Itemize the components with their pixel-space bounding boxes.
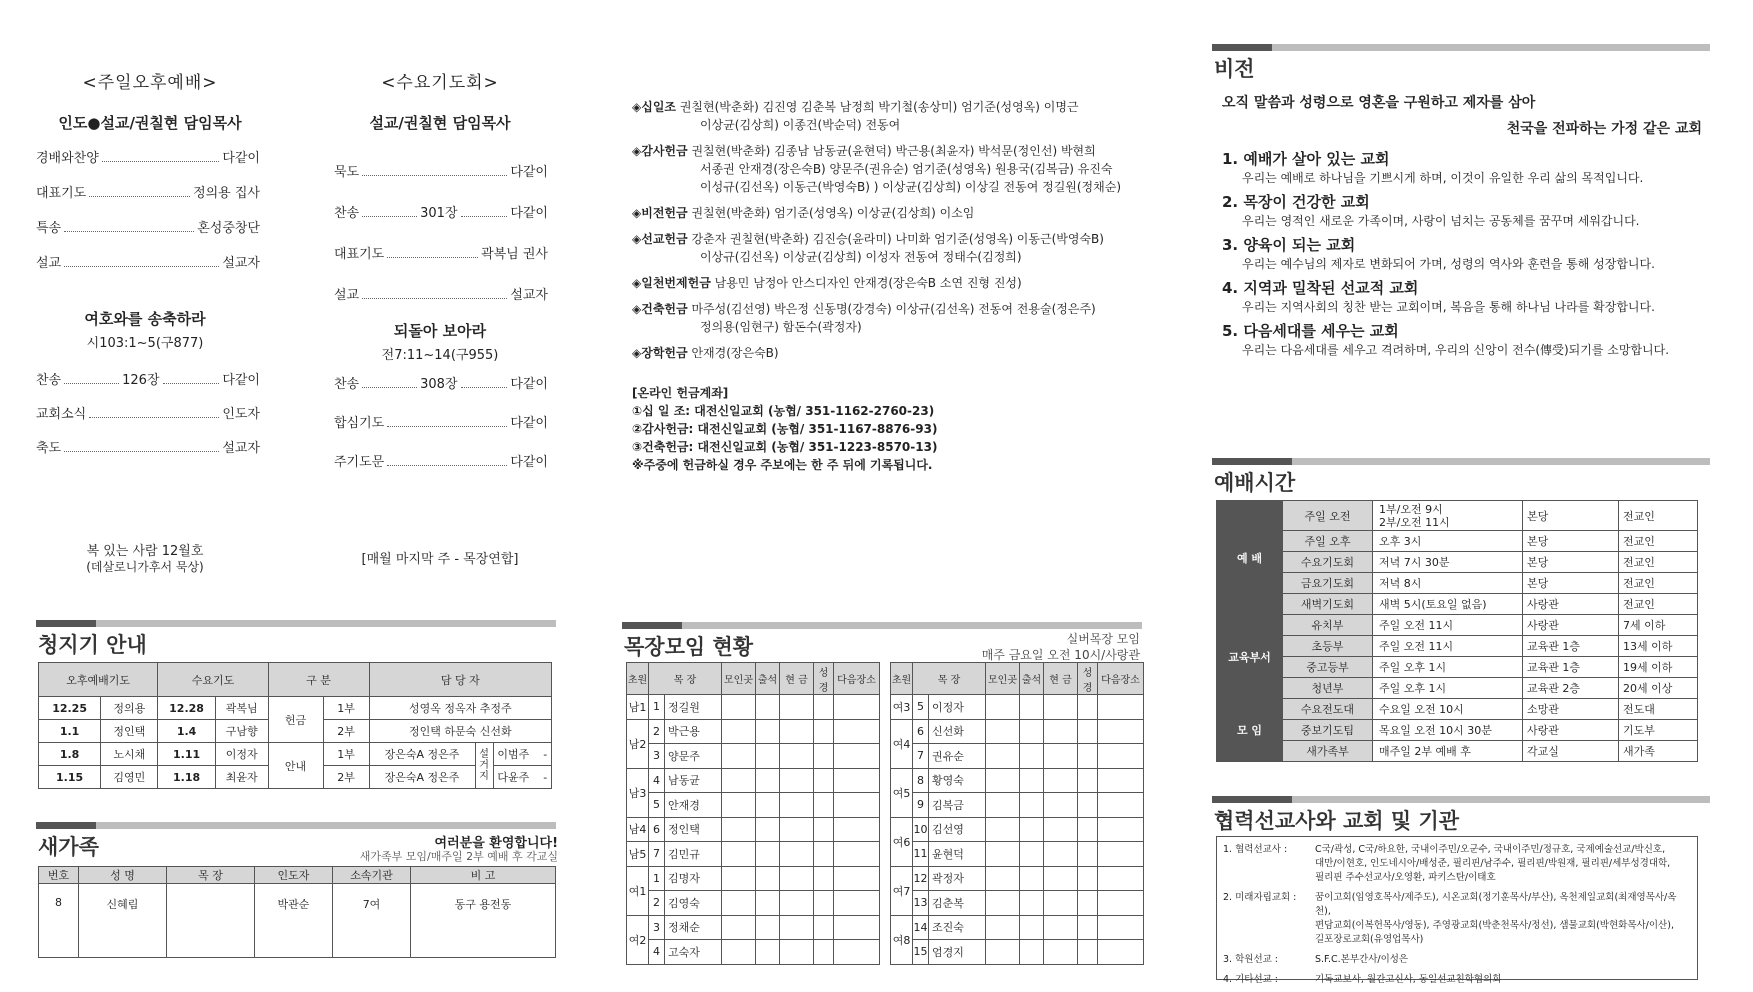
order-label: 찬송	[334, 377, 360, 392]
steward-table	[38, 662, 552, 789]
offering-names: 안재경(장은숙B)	[691, 346, 779, 360]
times-group: 교육부서	[1217, 615, 1283, 699]
order-label: 주기도문	[334, 455, 385, 470]
offering-label: ◈감사헌금	[632, 144, 688, 158]
dishwash-label: 설거지	[475, 743, 493, 789]
mission-label: 3. 학원선교 :	[1223, 954, 1279, 965]
times-who: 20세 이상	[1619, 678, 1698, 699]
sunday-pm-sermon-ref: 시103:1~5(구877)	[86, 336, 204, 351]
table-row	[1217, 720, 1698, 741]
table-row	[1217, 699, 1698, 720]
vision-item-desc: 우리는 예배로 하나님을 기쁘시게 하며, 이것이 유일한 우리 삶의 목적입니다.	[1242, 171, 1644, 185]
mokjang-note-1: 실버목장 모임	[1066, 632, 1140, 646]
times-when: 저녁 7시 30분	[1373, 552, 1523, 573]
times-who: 기도부	[1619, 720, 1698, 741]
mission-line: 기독교보사, 월간고신사, 동일선교친학협의회	[1315, 974, 1502, 985]
table-row: 남1 1 정길원	[627, 695, 880, 720]
vision-line-1: 오직 말씀과 성령으로 영혼을 구원하고 제자를 삼아	[1222, 95, 1536, 111]
mokjang-col: 현 금	[780, 663, 814, 695]
wednesday-order-2	[334, 374, 548, 491]
newfamily-title: 새가족	[38, 835, 99, 859]
times-name: 새가족부	[1283, 741, 1373, 762]
vision-item-heading: 5. 다음세대를 세우는 교회	[1222, 322, 1399, 340]
mokjang-group: 여8	[891, 915, 913, 964]
vision-item-desc: 우리는 다음세대를 세우고 격려하며, 우리의 신앙이 전수(傳受)되기를 소망합니다.	[1242, 343, 1670, 357]
table-row: 7 권유순	[891, 744, 1144, 769]
order-row	[334, 244, 548, 262]
table-row	[1217, 678, 1698, 699]
order-row	[36, 438, 260, 456]
mokjang-col: 다음장소	[834, 663, 880, 695]
times-place: 본당	[1523, 573, 1619, 594]
times-group: 예 배	[1217, 501, 1283, 615]
steward-col-wed: 수요기도	[158, 663, 268, 697]
order-row	[36, 183, 260, 201]
offering-block	[632, 230, 1152, 266]
offering-names: 남용민 남정아 안스디자인 안재경(장은숙B 소연 진형 진성)	[714, 276, 1022, 290]
times-who: 전교인	[1619, 594, 1698, 615]
mokjang-col: 다음장소	[1098, 663, 1144, 695]
times-header	[1212, 458, 1710, 498]
offering-label: ◈장학헌금	[632, 346, 688, 360]
table-row	[1217, 657, 1698, 678]
mission-label: 1. 협력선교사 :	[1223, 844, 1288, 855]
times-place: 사랑관	[1523, 720, 1619, 741]
newfamily-table: 번호 성 명 목 장 인도자 소속기관 비 고 8 신혜림 박관순 7여 동구 용전동	[38, 866, 556, 958]
mokjang-table-left	[626, 662, 880, 965]
mission-line: S.F.C.본부간사/이성은	[1315, 954, 1409, 965]
times-who: 전도대	[1619, 699, 1698, 720]
mission-line: 대만/이현호, 인도네시아/배성준, 필리핀/남주수, 필리핀/박원재, 필리핀/세부성경대학,	[1315, 858, 1671, 869]
times-name: 초등부	[1283, 636, 1373, 657]
table-row: 11 윤현덕	[891, 842, 1144, 867]
times-name: 유치부	[1283, 615, 1373, 636]
vision-line-2: 천국을 전파하는 가정 같은 교회	[1506, 121, 1702, 137]
mokjang-leader: 엄경지	[929, 940, 986, 965]
sunday-pm-sermon-title: 여호와를 송축하라	[84, 310, 206, 328]
mokjang-leader: 황영숙	[929, 768, 986, 793]
vision-item-heading: 3. 양육이 되는 교회	[1222, 236, 1356, 254]
times-place: 본당	[1523, 531, 1619, 552]
mission-line: C국/곽성, C국/하요한, 국내이주민/오군수, 국내이주민/정규호, 국제예술선교/박신호,	[1315, 844, 1666, 855]
table-row: 여7 12 곽정자	[891, 866, 1144, 891]
table-row: 여6 10 김선영	[891, 817, 1144, 842]
mokjang-leader: 곽정자	[929, 866, 986, 891]
mokjang-col: 성경	[1078, 663, 1098, 695]
order-value: 혼성중창단	[197, 221, 260, 236]
missions-header	[1212, 796, 1710, 836]
times-when: 오후 3시	[1373, 531, 1523, 552]
table-row: 1.8 노시채 1.11 이정자 안내 1부 장은숙A 정은주 설거지 이범주 -	[39, 743, 552, 766]
mokjang-leader: 김춘복	[929, 891, 986, 916]
order-row	[334, 203, 548, 221]
order-label: 설교	[334, 288, 360, 303]
table-row	[1217, 531, 1698, 552]
mokjang-col: 초원	[627, 663, 649, 695]
times-when: 목요일 오전 10시 30분	[1373, 720, 1523, 741]
table-row: 1.15 김영민 1.18 최윤자 2부 장은숙A 정은주 다윤주 -	[39, 766, 552, 789]
table-row: 남4 6 정인택	[627, 817, 880, 842]
times-place: 소망관	[1523, 699, 1619, 720]
times-name: 주일 오전	[1283, 501, 1373, 531]
table-row: 4 고숙자	[627, 940, 880, 965]
mokjang-leader: 정채순	[665, 915, 722, 940]
order-row	[36, 370, 260, 388]
wednesday-title: <수요기도회>	[381, 73, 499, 93]
offering-block	[632, 204, 1152, 222]
times-when: 매주일 2부 예배 후	[1373, 741, 1523, 762]
table-row: 8 신혜림 박관순 7여 동구 용전동	[39, 884, 556, 958]
table-row: 3 양문주	[627, 744, 880, 769]
vision-items	[1222, 148, 1702, 363]
times-who: 새가족	[1619, 741, 1698, 762]
order-value: 다같이	[510, 206, 548, 221]
mokjang-leader: 권유순	[929, 744, 986, 769]
order-value: 다같이	[222, 151, 260, 166]
table-row: 여1 1 김명자	[627, 866, 880, 891]
mission-item	[1223, 843, 1691, 885]
mokjang-col: 초원	[891, 663, 913, 695]
missions-box	[1216, 836, 1698, 985]
offering-names: 이상균(김상희) 이종건(박순덕) 전동여	[700, 118, 901, 132]
vision-item-desc: 우리는 영적인 새로운 가족이며, 사랑이 넘치는 공동체를 꿈꾸며 세워갑니다.	[1242, 214, 1640, 228]
mokjang-note-2: 매주 금요일 오전 10시/사랑관	[981, 648, 1140, 662]
sunday-pm-footer-2: (데살로니가후서 묵상)	[86, 560, 204, 574]
mission-line: 편담교회(이복헌목사/영동), 주영광교회(박춘천목사/정선), 샘물교회(박현화목사/이산),	[1315, 920, 1674, 931]
missions-title: 협력선교사와 교회 및 기관	[1214, 809, 1460, 833]
order-label: 찬송	[334, 206, 360, 221]
newfamily-meeting: 새가족부 모임/매주일 2부 예배 후 각교실	[359, 850, 558, 863]
vision-item-heading: 1. 예배가 살아 있는 교회	[1222, 150, 1390, 168]
mokjang-table-right	[890, 662, 1144, 965]
steward-title: 청지기 안내	[38, 633, 147, 657]
mission-line: 길포장로교회(유영업목사)	[1315, 934, 1424, 945]
order-label: 교회소식	[36, 407, 87, 422]
table-row: 여3 5 이정자	[891, 695, 1144, 720]
order-value: 곽복님 권사	[481, 247, 548, 262]
vision-item	[1222, 277, 1702, 316]
order-value: 설교자	[222, 441, 260, 456]
table-row: 여8 14 조진숙	[891, 915, 1144, 940]
order-value: 다같이	[510, 416, 548, 431]
mokjang-col: 모인곳	[722, 663, 756, 695]
times-who: 전교인	[1619, 552, 1698, 573]
mokjang-leader: 김복금	[929, 793, 986, 818]
offering-label: ◈십일조	[632, 100, 677, 114]
order-label: 찬송	[36, 373, 62, 388]
sunday-pm-order	[36, 148, 260, 288]
vision-header	[1212, 44, 1710, 84]
steward-col-pm: 오후예배기도	[39, 663, 158, 697]
wednesday-footer: [매월 마지막 주 - 목장연합]	[361, 552, 519, 567]
mokjang-group: 여6	[891, 817, 913, 866]
table-row: 15 엄경지	[891, 940, 1144, 965]
wednesday-subtitle: 설교/권칠현 담임목사	[369, 114, 511, 132]
mission-item	[1223, 891, 1691, 947]
steward-col-type: 구 분	[268, 663, 369, 697]
table-row	[1217, 552, 1698, 573]
order-value: 다같이	[510, 165, 548, 180]
table-row	[1217, 573, 1698, 594]
mokjang-leader: 윤현덕	[929, 842, 986, 867]
vision-item-heading: 4. 지역과 밀착된 선교적 교회	[1222, 279, 1419, 297]
table-row: 남2 2 박근용	[627, 719, 880, 744]
times-place: 각교실	[1523, 741, 1619, 762]
offering-block	[632, 344, 1152, 362]
mokjang-col: 목 장	[649, 663, 722, 695]
mokjang-leader: 신선화	[929, 719, 986, 744]
table-row: 5 안재경	[627, 793, 880, 818]
sunday-pm-footer-1: 복 있는 사람 12월호	[86, 544, 204, 559]
offering-names: 정의용(임현구) 함돈수(곽정자)	[700, 320, 862, 334]
table-row	[1217, 615, 1698, 636]
wednesday-sermon-title: 되돌아 보아라	[393, 322, 487, 340]
mokjang-leader: 김선영	[929, 817, 986, 842]
times-place: 본당	[1523, 501, 1619, 531]
order-label: 경배와찬양	[36, 151, 99, 166]
times-who: 19세 이하	[1619, 657, 1698, 678]
times-name: 수요전도대	[1283, 699, 1373, 720]
mokjang-group: 남4	[627, 817, 649, 842]
times-when: 주일 오전 11시	[1373, 615, 1523, 636]
times-place: 교육관 2층	[1523, 678, 1619, 699]
sunday-pm-title: <주일오후예배>	[82, 73, 218, 93]
table-row: 남3 4 남동균	[627, 768, 880, 793]
offering-label: ◈선교헌금	[632, 232, 688, 246]
mokjang-leader: 안재경	[665, 793, 722, 818]
times-name: 청년부	[1283, 678, 1373, 699]
order-label: 대표기도	[334, 247, 385, 262]
mission-item	[1223, 953, 1691, 967]
times-name: 중보기도팀	[1283, 720, 1373, 741]
mokjang-group: 여7	[891, 866, 913, 915]
vision-item	[1222, 234, 1702, 273]
offerings-list	[632, 98, 1152, 370]
offering-names: 이상규(김선옥) 이상균(김상희) 이성자 전동여 정태수(김정희)	[700, 250, 1022, 264]
order-value: 설교자	[222, 256, 260, 271]
mokjang-leader: 김민규	[665, 842, 722, 867]
times-group: 모 임	[1217, 699, 1283, 762]
online-accounts: [온라인 헌금계좌] ①십 일 조: 대전신일교회 (농협/ 351-1162-2760-23) ②감사헌금: 대전신일교회 (농협/ 351-1167-8876-93) ③건축헌금: 대전신일교회 (농협/ 351-1223-8570-13) ※주중에 헌금하실 경우 주보에는 한 주 뒤에 기록됩니다.	[632, 384, 1152, 474]
vision-item-desc: 우리는 지역사회의 칭찬 받는 교회이며, 복음을 통해 하나님 나라를 확장합니다.	[1242, 300, 1655, 314]
mokjang-leader: 양문주	[665, 744, 722, 769]
offering-names: 강춘자 권칠현(박춘화) 김진승(윤라미) 나미화 엄기준(성영옥) 이동근(박영숙B)	[691, 232, 1104, 246]
table-row: 여2 3 정채순	[627, 915, 880, 940]
offering-names: 권칠현(박춘화) 엄기준(성영옥) 이상균(김상희) 이소임	[691, 206, 975, 220]
order-label: 합심기도	[334, 416, 385, 431]
mokjang-group: 여3	[891, 695, 913, 720]
mokjang-group: 여4	[891, 719, 913, 768]
mokjang-group: 남2	[627, 719, 649, 768]
offering-block	[632, 300, 1152, 336]
mission-item	[1223, 973, 1691, 987]
table-row	[1217, 741, 1698, 762]
times-name: 중고등부	[1283, 657, 1373, 678]
mokjang-col: 현 금	[1044, 663, 1078, 695]
order-label: 설교	[36, 256, 62, 271]
mokjang-title: 목장모임 현황	[624, 635, 754, 659]
times-title: 예배시간	[1214, 471, 1296, 495]
mokjang-leader: 김영숙	[665, 891, 722, 916]
offering-names: 마주성(김선영) 박은정 신동명(강경숙) 이상규(김선옥) 전동여 전용술(정은주)	[691, 302, 1096, 316]
order-row	[334, 413, 548, 431]
order-value: 설교자	[510, 288, 548, 303]
mokjang-group: 여1	[627, 866, 649, 915]
mokjang-leader: 정인택	[665, 817, 722, 842]
order-row	[36, 148, 260, 166]
order-row	[334, 374, 548, 392]
times-place: 교육관 1층	[1523, 657, 1619, 678]
order-label: 축도	[36, 441, 62, 456]
table-row: 12.25 정의용 12.28 곽복님 헌금 1부 성영옥 정옥자 추정주	[39, 697, 552, 720]
sunday-pm-order-2	[36, 370, 260, 472]
times-place: 본당	[1523, 552, 1619, 573]
times-place: 사랑관	[1523, 594, 1619, 615]
steward-header	[36, 620, 556, 660]
mokjang-leader: 이정자	[929, 695, 986, 720]
mokjang-col: 모인곳	[986, 663, 1020, 695]
mokjang-leader: 조진숙	[929, 915, 986, 940]
table-row: 2 김영숙	[627, 891, 880, 916]
order-row	[334, 285, 548, 303]
mokjang-group: 여5	[891, 768, 913, 817]
sunday-pm-subtitle: 인도●설교/권칠현 담임목사	[58, 114, 242, 132]
order-label: 대표기도	[36, 186, 87, 201]
times-when: 새벽 5시(토요일 없음)	[1373, 594, 1523, 615]
mission-line: 꿈이고회(임영호목사/제주도), 시온교회(정기훈목사/부산), 옥천제일교회(최재영목사/옥천),	[1315, 892, 1677, 917]
offering-names: 권칠현(박춘화) 김종남 남동균(윤현덕) 박근용(최윤자) 박석문(정인선) 박현희	[691, 144, 1096, 158]
table-row: 13 김춘복	[891, 891, 1144, 916]
order-row	[334, 162, 548, 180]
table-row	[1217, 501, 1698, 531]
mokjang-group: 여2	[627, 915, 649, 964]
times-when: 수요일 오전 10시	[1373, 699, 1523, 720]
online-title: [온라인 헌금계좌]	[632, 386, 729, 400]
mokjang-col: 출석	[1020, 663, 1044, 695]
mokjang-leader: 김명자	[665, 866, 722, 891]
order-value: 다같이	[510, 455, 548, 470]
order-hymn: 308장	[420, 377, 458, 392]
mokjang-group: 남3	[627, 768, 649, 817]
times-when: 주일 오후 1시	[1373, 678, 1523, 699]
mokjang-col: 성경	[814, 663, 834, 695]
vision-item	[1222, 320, 1702, 359]
table-row: 9 김복금	[891, 793, 1144, 818]
offering-label: ◈비전헌금	[632, 206, 688, 220]
times-name: 금요기도회	[1283, 573, 1373, 594]
times-when: 저녁 8시	[1373, 573, 1523, 594]
order-label: 특송	[36, 221, 62, 236]
offering-label: ◈건축헌금	[632, 302, 688, 316]
order-hymn: 301장	[420, 206, 458, 221]
order-row	[36, 218, 260, 236]
vision-title: 비전	[1214, 57, 1255, 81]
times-when: 주일 오후 1시	[1373, 657, 1523, 678]
mokjang-leader: 고숙자	[665, 940, 722, 965]
mission-line: 필리핀 주수선교사/오영환, 파키스탄/이태호	[1315, 872, 1496, 883]
mission-label: 2. 미래자립교회 :	[1223, 892, 1297, 903]
steward-col-people: 담 당 자	[369, 663, 551, 697]
times-name: 주일 오후	[1283, 531, 1373, 552]
mokjang-leader: 정길원	[665, 695, 722, 720]
table-row: 남5 7 김민규	[627, 842, 880, 867]
order-hymn: 126장	[122, 373, 160, 388]
table-row	[1217, 594, 1698, 615]
mokjang-col: 출석	[756, 663, 780, 695]
times-when: 1부/오전 9시 2부/오전 11시	[1373, 501, 1523, 531]
mokjang-leader: 박근용	[665, 719, 722, 744]
order-label: 묵도	[334, 165, 360, 180]
mokjang-group: 남5	[627, 842, 649, 867]
table-row: 1.1 정인택 1.4 구남향 2부 정인택 하문숙 신선화	[39, 720, 552, 743]
wednesday-order	[334, 162, 548, 326]
offering-names: 이성규(김선옥) 이동근(박영숙B) ) 이상균(김상희) 이상길 전동여 정길원(정채순)	[700, 180, 1122, 194]
offering-names: 권칠현(박춘화) 김진영 김춘복 남정희 박기철(송상미) 엄기준(성영옥) 이명근	[679, 100, 1079, 114]
table-row: 여5 8 황영숙	[891, 768, 1144, 793]
offering-block	[632, 274, 1152, 292]
offering-label: ◈일천번제헌금	[632, 276, 711, 290]
order-value: 다같이	[510, 377, 548, 392]
mission-label: 4. 기타선교 :	[1223, 974, 1279, 985]
times-who: 전교인	[1619, 531, 1698, 552]
times-who: 전교인	[1619, 573, 1698, 594]
times-who: 7세 이하	[1619, 615, 1698, 636]
offering-block	[632, 142, 1152, 196]
times-place: 사랑관	[1523, 615, 1619, 636]
order-row	[334, 452, 548, 470]
wednesday-sermon-ref: 전7:11~14(구955)	[381, 348, 499, 363]
times-who: 13세 이하	[1619, 636, 1698, 657]
offering-names: 서종권 안재경(장은숙B) 양문주(권유순) 엄기준(성영옥) 원용국(김복금) 유진숙	[700, 162, 1113, 176]
order-row	[36, 253, 260, 271]
vision-item-heading: 2. 목장이 건강한 교회	[1222, 193, 1370, 211]
mokjang-col: 목 장	[913, 663, 986, 695]
times-name: 새벽기도회	[1283, 594, 1373, 615]
vision-item-desc: 우리는 예수님의 제자로 변화되어 가며, 성령의 역사와 훈련을 통해 성장합니다.	[1242, 257, 1655, 271]
order-row	[36, 404, 260, 422]
times-who: 전교인	[1619, 501, 1698, 531]
order-value: 인도자	[222, 407, 260, 422]
times-name: 수요기도회	[1283, 552, 1373, 573]
table-row: 여4 6 신선화	[891, 719, 1144, 744]
times-when: 주일 오전 11시	[1373, 636, 1523, 657]
mokjang-leader: 남동균	[665, 768, 722, 793]
vision-item	[1222, 191, 1702, 230]
times-place: 교육관 1층	[1523, 636, 1619, 657]
newfamily-welcome: 여러분을 환영합니다!	[434, 836, 558, 851]
times-table	[1216, 500, 1698, 762]
order-value: 다같이	[222, 373, 260, 388]
offering-block	[632, 98, 1152, 134]
order-value: 정의용 집사	[193, 186, 260, 201]
table-row	[1217, 636, 1698, 657]
vision-item	[1222, 148, 1702, 187]
mokjang-group: 남1	[627, 695, 649, 720]
